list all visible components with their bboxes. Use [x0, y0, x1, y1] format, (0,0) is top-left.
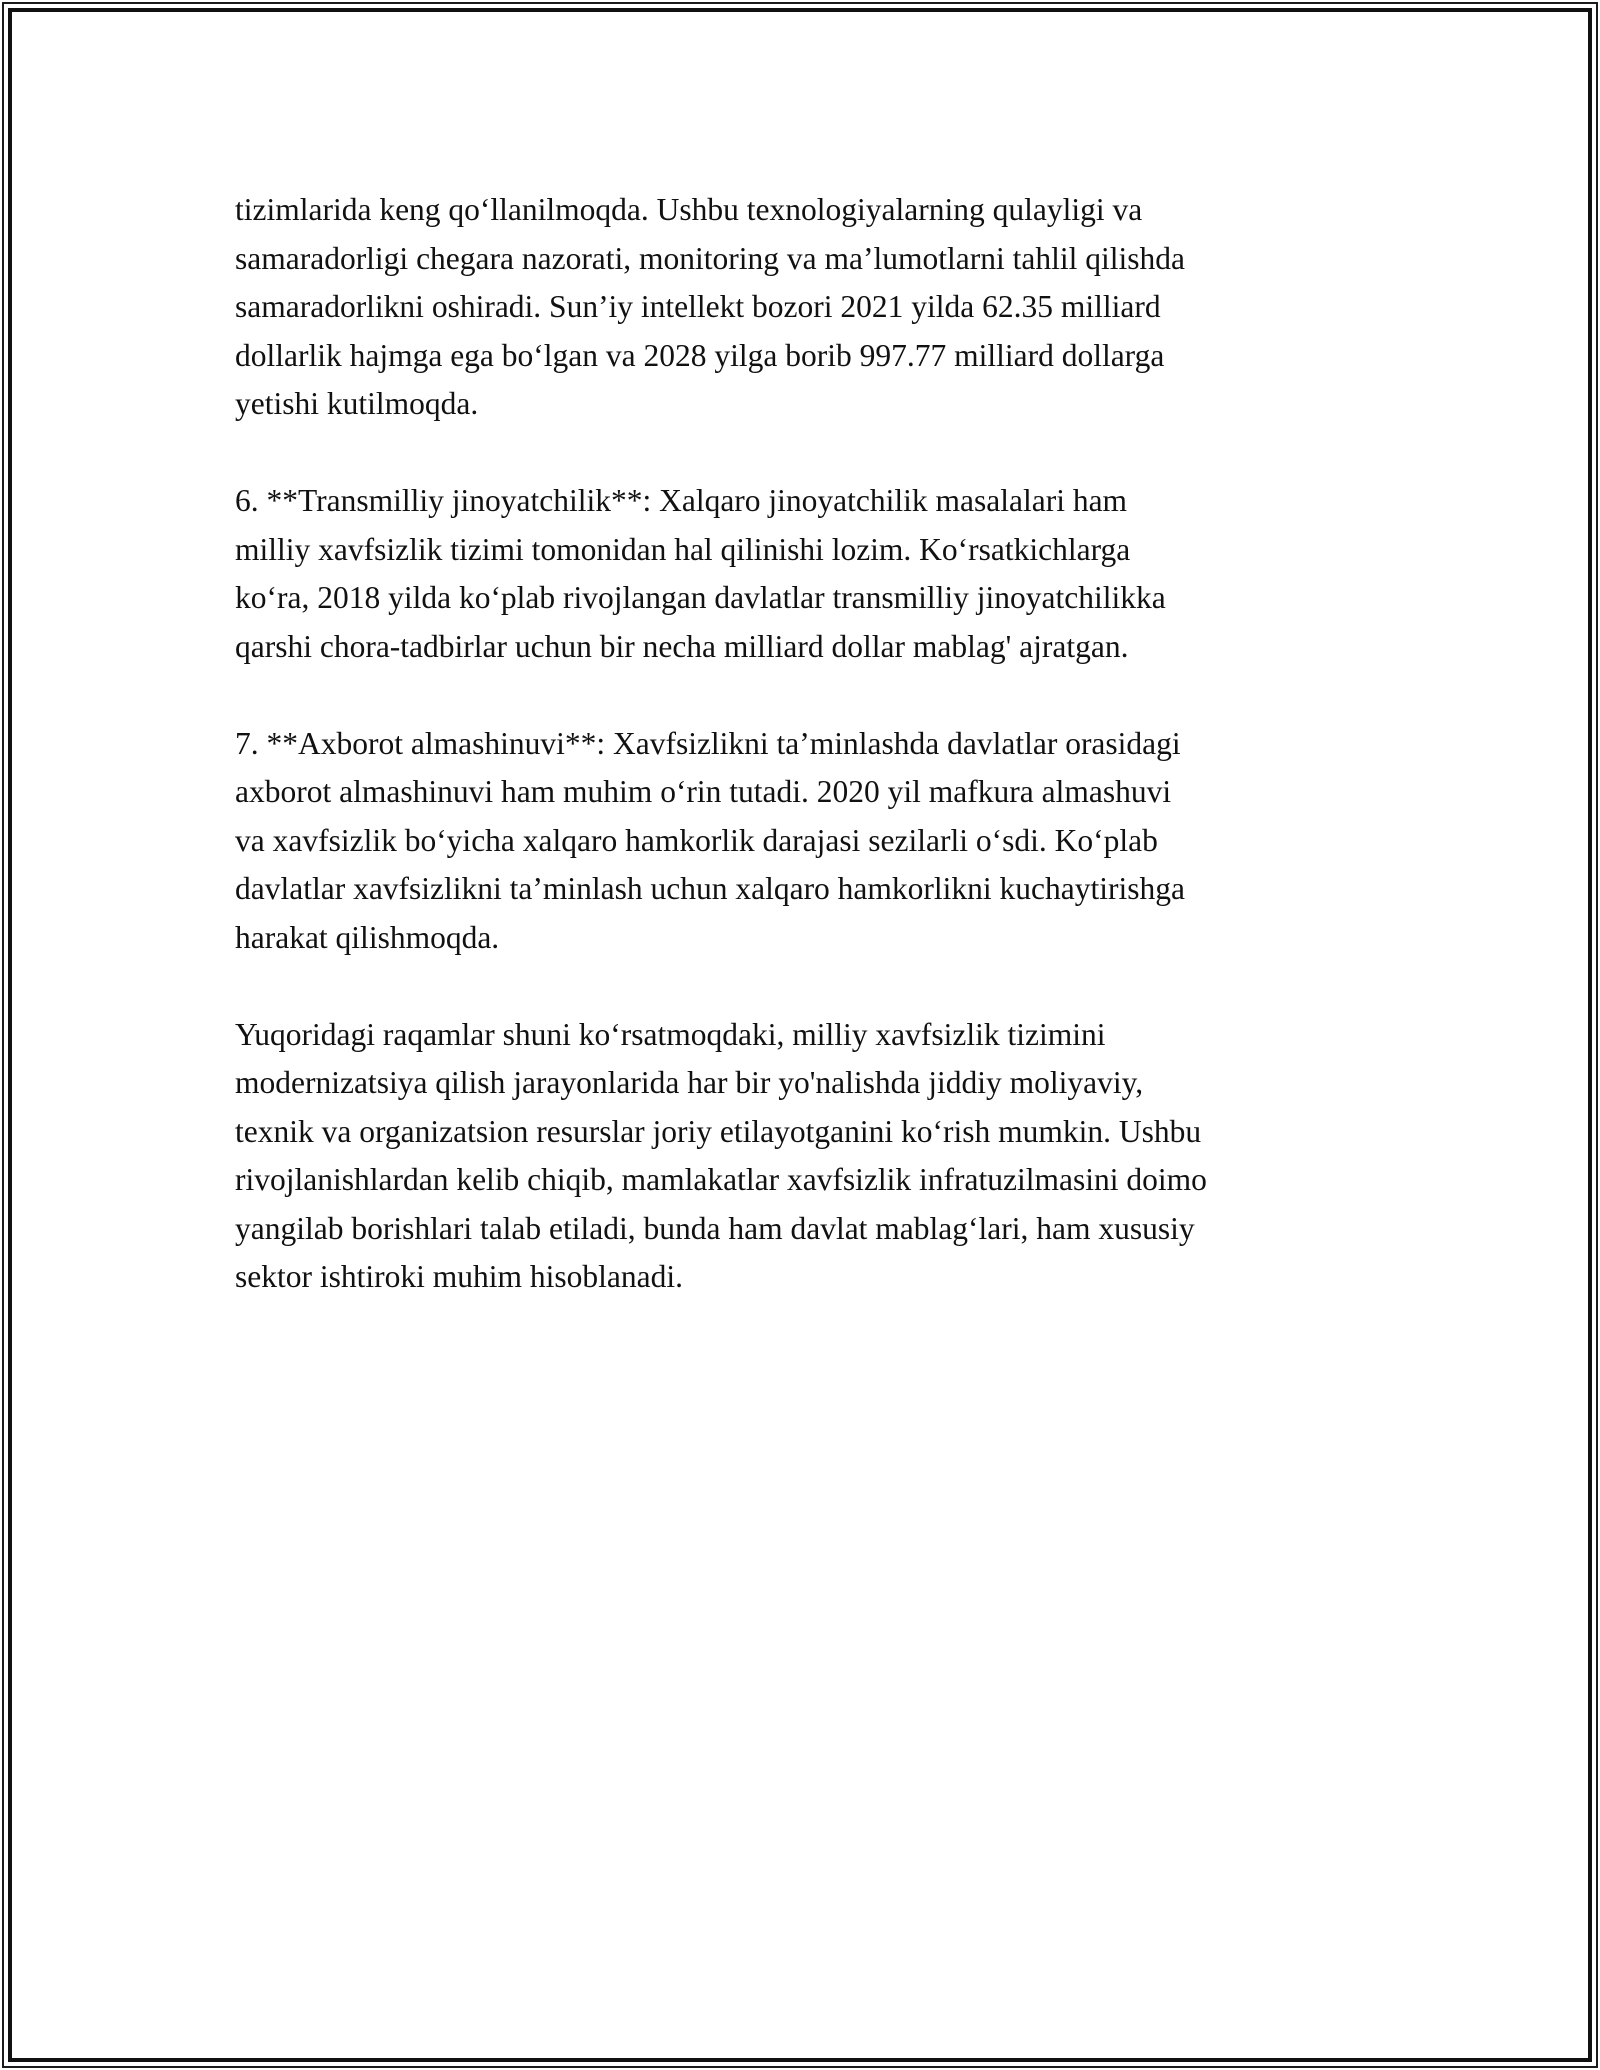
- text-line: Yuqoridagi raqamlar shuni ko‘rsatmoqdaki, milliy xavfsizlik tizimini: [235, 1016, 1106, 1052]
- text-line: dollarlik hajmga ega bo‘lgan va 2028 yilga borib 997.77 milliard dollarga: [235, 337, 1165, 373]
- text-line: samaradorlikni oshiradi. Sun’iy intellekt bozori 2021 yilda 62.35 milliard: [235, 289, 1161, 324]
- text-line: qarshi chora-tadbirlar uchun bir necha milliard dollar mablag' ajratgan.: [235, 628, 1129, 664]
- text-line: sektor ishtiroki muhim hisoblanadi.: [235, 1259, 683, 1294]
- text-line: davlatlar xavfsizlikni ta’minlash uchun xalqaro hamkorlikni kuchaytirishga: [235, 871, 1185, 906]
- text-line: 7. **Axborot almashinuvi**: Xavfsizlikni ta’minlashda davlatlar orasidagi: [235, 725, 1181, 761]
- text-line: yangilab borishlari talab etiladi, bunda ham davlat mablag‘lari, ham xususiy: [235, 1210, 1195, 1246]
- paragraph-information-exchange: [235, 720, 1395, 963]
- text-line: milliy xavfsizlik tizimi tomonidan hal qilinishi lozim. Ko‘rsatkichlarga: [235, 531, 1131, 567]
- text-line: axborot almashinuvi ham muhim o‘rin tutadi. 2020 yil mafkura almashuvi: [235, 774, 1172, 809]
- text-line: rivojlanishlardan kelib chiqib, mamlakatlar xavfsizlik infratuzilmasini doimo: [235, 1162, 1207, 1197]
- paragraph-transnational-crime: [235, 477, 1395, 671]
- text-line: yetishi kutilmoqda.: [235, 386, 479, 421]
- text-line: 6. **Transmilliy jinoyatchilik**: Xalqaro jinoyatchilik masalalari ham: [235, 483, 1128, 518]
- text-line: texnik va organizatsion resurslar joriy etilayotganini ko‘rish mumkin. Ushbu: [235, 1113, 1202, 1149]
- document-body: [235, 186, 1395, 1302]
- text-line: modernizatsiya qilish jarayonlarida har bir yo'nalishda jiddiy moliyaviy,: [235, 1065, 1144, 1100]
- text-line: samaradorligi chegara nazorati, monitoring va ma’lumotlarni tahlil qilishda: [235, 240, 1185, 276]
- text-line: va xavfsizlik bo‘yicha xalqaro hamkorlik darajasi sezilarli o‘sdi. Ko‘plab: [235, 822, 1158, 858]
- paragraph-ai-market: [235, 186, 1395, 429]
- paragraph-conclusion: [235, 1011, 1395, 1302]
- text-line: ko‘ra, 2018 yilda ko‘plab rivojlangan davlatlar transmilliy jinoyatchilikka: [235, 580, 1166, 615]
- text-line: tizimlarida keng qo‘llanilmoqda. Ushbu texnologiyalarning qulayligi va: [235, 192, 1143, 227]
- text-line: harakat qilishmoqda.: [235, 919, 500, 955]
